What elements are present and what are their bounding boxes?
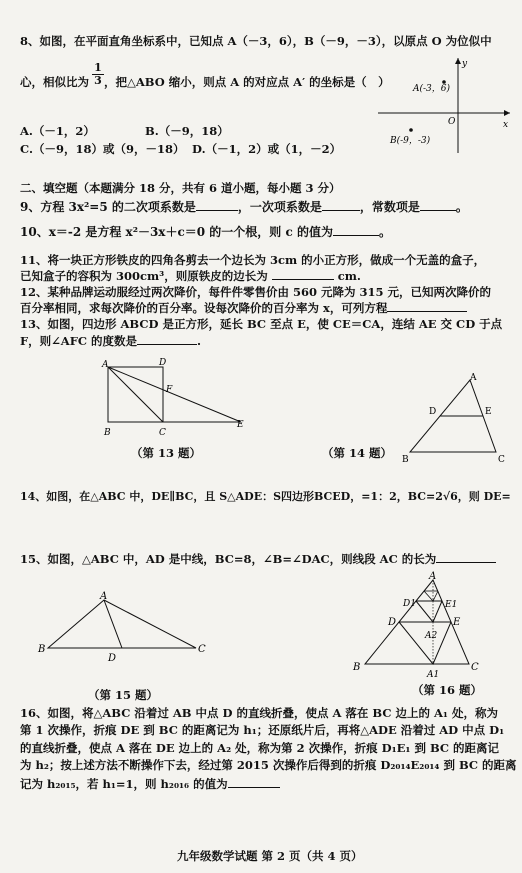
q8-point-b <box>409 128 413 132</box>
q13-label-e: E <box>237 420 244 430</box>
section-title: 二、填空题（本题满分 18 分，共有 6 道小题，每小题 3 分） <box>20 181 341 195</box>
q10-end: 。 <box>378 225 391 239</box>
q16-blank <box>228 776 280 788</box>
q9-end: 。 <box>455 200 468 214</box>
q16-line3: 的直线折叠，使点 A 落在 DE 边上的 A₂ 处，称为第 2 次操作，折痕 D₁E₁ 到 BC 的距离记 <box>20 741 500 755</box>
q9-blank-3 <box>420 199 456 211</box>
q16-line1: 16、如图，将△ABC 沿着过 AB 中点 D 的直线折叠，使点 A 落在 BC 边上的 A₁ 处，称为 <box>20 706 498 720</box>
q14-label-b: B <box>402 455 409 465</box>
q16-line2: 第 1 次操作，折痕 DE 到 BC 的距离记为 h₁；还原纸片后，再将△ADE 沿着过 AD 中点 D₁ <box>20 723 505 737</box>
q9-mid1: ，一次项系数是 <box>237 200 322 214</box>
q13-diagonal-ac <box>108 367 163 422</box>
q8-frac-num: 1 <box>92 62 104 75</box>
q16-line4: 为 h₂；按上述方法不断操作下去，经过第 2015 次操作后得到的折痕 D₂₀₁₄E₂₀₁₄ 到 BC 的距离 <box>20 758 517 772</box>
q9-mid2: ，常数项是 <box>359 200 420 214</box>
q12-blank <box>387 300 467 312</box>
q16-label-c: C <box>471 662 479 673</box>
q15-label-b: B <box>38 644 46 655</box>
q10-text: 10、x＝-2 是方程 x²－3x＋c＝0 的一个根，则 c 的值为 <box>20 225 333 239</box>
q14-label-a: A <box>470 373 477 383</box>
q12-line2-text: 百分率相同，求每次降价的百分率。设每次降价的百分率为 x，可列方程 <box>20 301 388 315</box>
q16-folded-a2 <box>416 601 442 622</box>
q8-label-a: A(-3，6) <box>413 84 451 94</box>
q8-label-x: x <box>503 120 509 130</box>
q16-label-e1: E1 <box>445 600 458 610</box>
q8-line2-pre: 心，相似比为 <box>20 75 89 89</box>
q8-option-a: A.（－1，2） <box>20 124 95 138</box>
q15-caption: （第 15 题） <box>88 688 159 702</box>
q16-line5-pre: 记为 h₂₀₁₅，若 h₁=1，则 h₂₀₁₆ 的值为 <box>20 777 228 791</box>
q13-label-a: A <box>102 360 109 370</box>
q16-label-d1: D1 <box>403 599 416 609</box>
q10-blank <box>333 224 379 236</box>
page-footer: 九年级数学试题 第 2 页（共 4 页） <box>177 849 363 863</box>
q15-figure <box>36 590 211 670</box>
q13-label-b: B <box>104 428 111 438</box>
q13-line2-pre: F，则∠AFC 的度数是 <box>20 334 138 348</box>
q10-line <box>20 224 391 239</box>
q15-label-d: D <box>108 653 117 664</box>
q9-pre: 9、方程 3x²=5 的二次项系数是 <box>20 200 196 214</box>
q8-coordinate-figure <box>378 55 513 155</box>
q16-folded-a1 <box>399 622 451 664</box>
q13-label-c: C <box>159 428 166 438</box>
q13-figure <box>96 357 256 439</box>
q8-label-y: y <box>462 59 468 69</box>
q14-figure <box>392 370 512 465</box>
q9-line <box>20 199 468 214</box>
q16-figure <box>345 570 485 685</box>
q15-line <box>20 551 496 566</box>
q15-blank <box>436 551 496 563</box>
q15-label-c: C <box>198 644 206 655</box>
q13-label-f: F <box>166 385 173 395</box>
q8-x-arrow <box>504 110 510 116</box>
q16-label-b: B <box>353 662 361 673</box>
q8-y-arrow <box>455 58 461 64</box>
q14-label-e: E <box>485 407 492 417</box>
q8-option-d: D.（－1，2）或（1，－2） <box>192 142 342 156</box>
q16-label-d: D <box>388 617 397 628</box>
q14-label-c: C <box>498 455 505 465</box>
q15-text: 15、如图，△ABC 中，AD 是中线，BC=8，∠B=∠DAC，则线段 AC 的长为 <box>20 552 437 566</box>
q8-line2-post: ，把△ABO 缩小，则点 A 的对应点 A′ 的坐标是（ ） <box>104 75 390 89</box>
q13-label-d: D <box>159 358 167 368</box>
q14-caption: （第 14 题） <box>322 446 393 460</box>
q8-line2 <box>20 75 390 89</box>
q16-line5 <box>20 776 280 791</box>
q13-caption: （第 13 题） <box>131 446 202 460</box>
q13-line1: 13、如图，四边形 ABCD 是正方形，延长 BC 至点 E，使 CE＝CA，连结 AE 交 CD 于点 <box>20 317 503 331</box>
q16-label-a: A <box>429 571 437 582</box>
q13-line2 <box>20 333 201 348</box>
q11-blank <box>272 268 334 280</box>
q15-median-ad <box>104 600 122 648</box>
q11-line1: 11、将一块正方形铁皮的四角各剪去一个边长为 3cm 的小正方形，做成一个无盖的盒子， <box>20 253 486 267</box>
q8-line1: 8、如图，在平面直角坐标系中，已知点 A（－3，6），B（－9，－3），以原点 O 为位似中 <box>20 34 492 48</box>
q14-label-d: D <box>429 407 437 417</box>
q8-frac-den: 3 <box>94 74 102 87</box>
q11-line2-end: cm. <box>337 269 361 283</box>
q16-label-a1: A1 <box>427 670 440 680</box>
q15-label-a: A <box>100 591 108 602</box>
q15-triangle <box>48 600 196 648</box>
q12-line2 <box>20 300 467 315</box>
q11-line2 <box>20 268 361 283</box>
q16-label-e: E <box>453 617 461 628</box>
q9-blank-1 <box>196 199 238 211</box>
q13-segment-ae <box>108 367 241 422</box>
q16-label-a2: A2 <box>425 631 438 641</box>
q8-label-o: O <box>448 117 456 127</box>
q13-line2-end: . <box>197 334 202 348</box>
q14-line: 14、如图，在△ABC 中，DE∥BC，且 S△ADE：S四边形BCED，=1：2，BC=2√6，则 DE= <box>20 490 511 503</box>
q8-option-b: B.（－9，18） <box>145 124 229 138</box>
q8-option-c: C.（－9，18）或（9，－18） <box>20 142 185 156</box>
q13-blank <box>137 333 197 345</box>
q8-label-b: B(-9，-3) <box>390 136 431 146</box>
q9-blank-2 <box>322 199 360 211</box>
q12-line1: 12、某种品牌运动服经过两次降价，每件件零售价由 560 元降为 315 元，已知两次降价的 <box>20 285 492 299</box>
q16-folded-a3 <box>424 591 438 601</box>
q11-line2-pre: 已知盒子的容积为 300cm³，则原铁皮的边长为 <box>20 269 268 283</box>
q16-caption: （第 16 题） <box>412 683 483 697</box>
